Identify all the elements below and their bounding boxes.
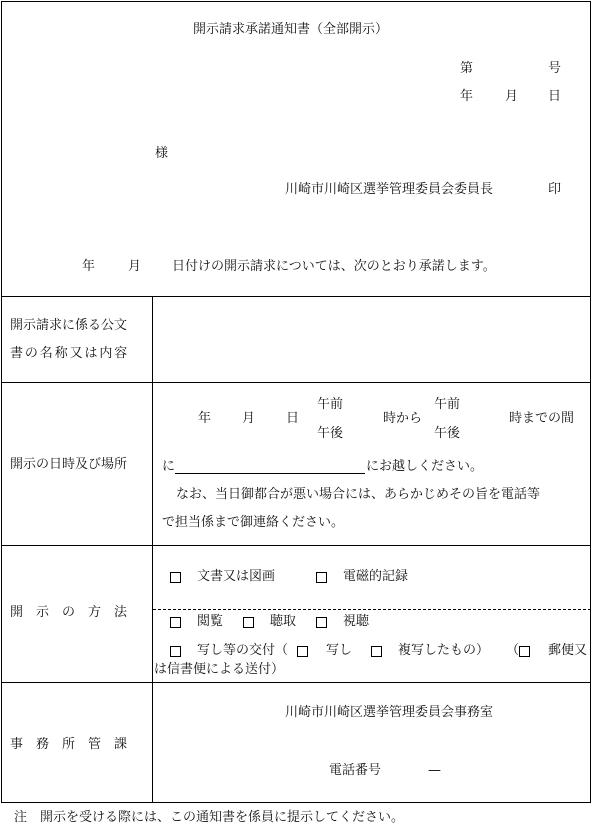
checkbox-copy[interactable]	[297, 646, 308, 657]
date-year: 年	[460, 89, 474, 104]
phone-value: —	[428, 763, 441, 778]
checkbox-listening[interactable]	[243, 617, 254, 628]
from-hour: 時から	[383, 411, 423, 426]
addressee-suffix: 様	[155, 146, 169, 161]
row-divider	[1, 682, 591, 683]
method-label: 開 示 の 方 法	[10, 605, 128, 620]
row-divider	[1, 382, 591, 383]
row-divider	[1, 545, 591, 546]
option-watching: 視聴	[343, 614, 370, 629]
pm-label-1: 午後	[317, 426, 344, 441]
am-label-1: 午前	[317, 397, 344, 412]
option-copied: 複写したもの）	[398, 643, 490, 658]
am-label-2: 午前	[434, 397, 461, 412]
checkbox-watching[interactable]	[316, 617, 327, 628]
datetime-month: 月	[242, 411, 256, 426]
doc-name-label-line1: 開示請求に係る公文	[10, 318, 128, 333]
option-listening: 聴取	[270, 614, 297, 629]
document-title: 開示請求承諾通知書（全部開示）	[193, 22, 389, 37]
option-documents: 文書又は図画	[197, 569, 276, 584]
checkbox-copied[interactable]	[371, 646, 382, 657]
checkbox-documents[interactable]	[170, 572, 181, 583]
issuer-name: 川崎市川崎区選挙管理委員会委員長	[285, 182, 494, 197]
option-copy: 写し	[326, 643, 353, 658]
option-viewing: 閲覧	[197, 614, 224, 629]
intro-text: 日付けの開示請求については、次のとおり承諾します。	[172, 259, 496, 274]
seal-mark: 印	[548, 182, 562, 197]
pm-label-2: 午後	[434, 426, 461, 441]
contact-note-line1: なお、当日御都合が悪い場合には、あらかじめその旨を電話等	[176, 487, 541, 502]
datetime-label: 開示の日時及び場所	[10, 457, 128, 472]
place-blank-line	[175, 473, 365, 474]
date-day: 日	[548, 89, 562, 104]
office-name: 川崎市川崎区選挙管理委員会事務室	[285, 705, 494, 720]
option-mail-line2: は信書便による送付）	[154, 662, 285, 677]
option-mail: 郵便又	[548, 643, 588, 658]
number-prefix: 第	[460, 61, 474, 76]
phone-label: 電話番号	[329, 763, 382, 778]
please-come: にお越しください。	[366, 459, 484, 474]
column-divider	[152, 296, 153, 803]
checkbox-electromagnetic[interactable]	[316, 572, 327, 583]
footer-note: 注 開示を受ける際には、この通知書を係員に提示してください。	[14, 810, 405, 825]
date-month: 月	[505, 89, 519, 104]
datetime-year: 年	[198, 411, 212, 426]
doc-name-label-line2: 書の名称又は内容	[10, 346, 130, 361]
intro-year: 年	[82, 259, 96, 274]
intro-month: 月	[128, 259, 142, 274]
until-hour: 時までの間	[509, 411, 575, 426]
mail-open-paren: （	[506, 643, 520, 658]
contact-note-line2: で担当係まで御連絡ください。	[162, 515, 345, 530]
checkbox-mail[interactable]	[519, 646, 530, 657]
number-suffix: 号	[548, 61, 562, 76]
method-dashed-divider	[153, 609, 591, 610]
option-electromagnetic: 電磁的記録	[343, 569, 409, 584]
option-copy-delivery: 写し等の交付（	[197, 643, 289, 658]
checkbox-viewing[interactable]	[170, 617, 181, 628]
row-divider	[1, 296, 591, 297]
datetime-day: 日	[286, 411, 300, 426]
checkbox-copy-delivery[interactable]	[170, 646, 181, 657]
office-label: 事 務 所 管 課	[10, 737, 128, 752]
place-prefix: に	[162, 459, 176, 474]
